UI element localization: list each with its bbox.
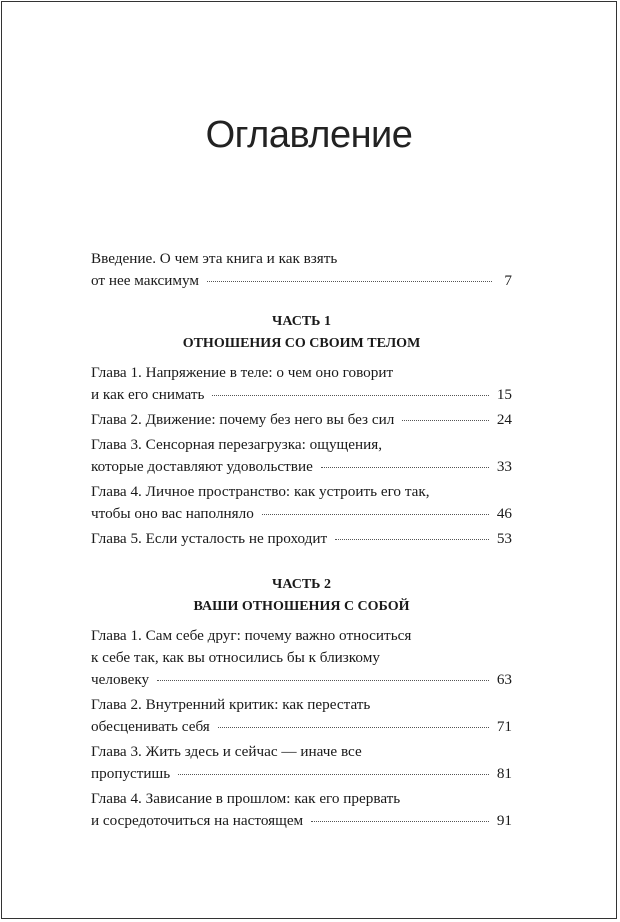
page-number: 33 <box>496 458 512 475</box>
toc-entry-text: чтобы оно вас наполняло <box>91 505 254 522</box>
toc-entry-text: Глава 3. Сенсорная перезагрузка: ощущения, <box>91 436 383 453</box>
part-label: ЧАСТЬ 1 <box>272 314 331 329</box>
toc-entry-part1-ch3[interactable] <box>91 434 512 478</box>
toc-entry-text: Глава 1. Напряжение в теле: о чем оно говорит <box>91 364 394 381</box>
part-label: ЧАСТЬ 2 <box>272 577 331 592</box>
toc-entry-part2-ch2[interactable] <box>91 694 512 738</box>
dot-leader <box>335 538 489 540</box>
toc-entry-part2-ch1[interactable] <box>91 625 512 691</box>
toc-entry-text: Глава 4. Зависание в прошлом: как его прервать <box>91 790 401 807</box>
dot-leader <box>157 679 489 681</box>
toc-entry-text: Введение. О чем эта книга и как взять <box>91 250 338 267</box>
toc-entry-text: человеку <box>91 671 150 688</box>
toc-entry-text: Глава 3. Жить здесь и сейчас — иначе все <box>91 743 362 760</box>
page-title: Оглавление <box>205 114 413 156</box>
dot-leader <box>402 419 489 421</box>
dot-leader <box>178 773 489 775</box>
toc-entry-part2-ch4[interactable] <box>91 788 512 832</box>
toc-entry-intro[interactable] <box>91 248 512 292</box>
page-number: 46 <box>496 505 512 522</box>
dot-leader <box>262 513 489 515</box>
page-number: 15 <box>496 386 512 403</box>
page-number: 71 <box>496 718 512 735</box>
book-page <box>1 1 617 919</box>
dot-leader <box>321 466 489 468</box>
toc-entry-text: Глава 4. Личное пространство: как устроить его так, <box>91 483 430 500</box>
toc-entry-text: и как его снимать <box>91 386 205 403</box>
toc-entry-part1-ch4[interactable] <box>91 481 512 525</box>
page-number: 7 <box>504 272 512 289</box>
toc-entry-text: и сосредоточиться на настоящем <box>91 812 304 829</box>
toc-entry-part1-ch1[interactable] <box>91 362 512 406</box>
toc-entry-text: обесценивать себя <box>91 718 210 735</box>
page-number: 81 <box>496 765 512 782</box>
toc-entry-part1-ch2[interactable] <box>91 409 512 431</box>
dot-leader <box>218 726 489 728</box>
toc-entry-text: к себе так, как вы относились бы к близкому <box>91 649 380 666</box>
page-number: 53 <box>496 530 512 547</box>
page-number: 63 <box>496 671 512 688</box>
part-name: ВАШИ ОТНОШЕНИЯ С СОБОЙ <box>193 599 410 614</box>
part-1 <box>91 311 512 550</box>
toc-entry-text: которые доставляют удовольствие <box>91 458 313 475</box>
page-number: 24 <box>496 411 512 428</box>
dot-leader <box>212 394 488 396</box>
dot-leader <box>207 280 492 282</box>
toc-entry-text: пропустишь <box>91 765 171 782</box>
table-of-contents <box>91 248 512 832</box>
toc-entry-text: от нее максимум <box>91 272 199 289</box>
page-number: 91 <box>496 812 512 829</box>
toc-entry-part1-ch5[interactable] <box>91 528 512 550</box>
toc-entry-text: Глава 2. Внутренний критик: как перестать <box>91 696 371 713</box>
part-name: ОТНОШЕНИЯ СО СВОИМ ТЕЛОМ <box>182 336 421 351</box>
toc-entry-text: Глава 2. Движение: почему без него вы без сил <box>91 411 395 428</box>
dot-leader <box>311 820 489 822</box>
toc-entry-text: Глава 1. Сам себе друг: почему важно относиться <box>91 627 412 644</box>
part-2 <box>91 574 512 832</box>
toc-entry-text: Глава 5. Если усталость не проходит <box>91 530 328 547</box>
toc-entry-part2-ch3[interactable] <box>91 741 512 785</box>
